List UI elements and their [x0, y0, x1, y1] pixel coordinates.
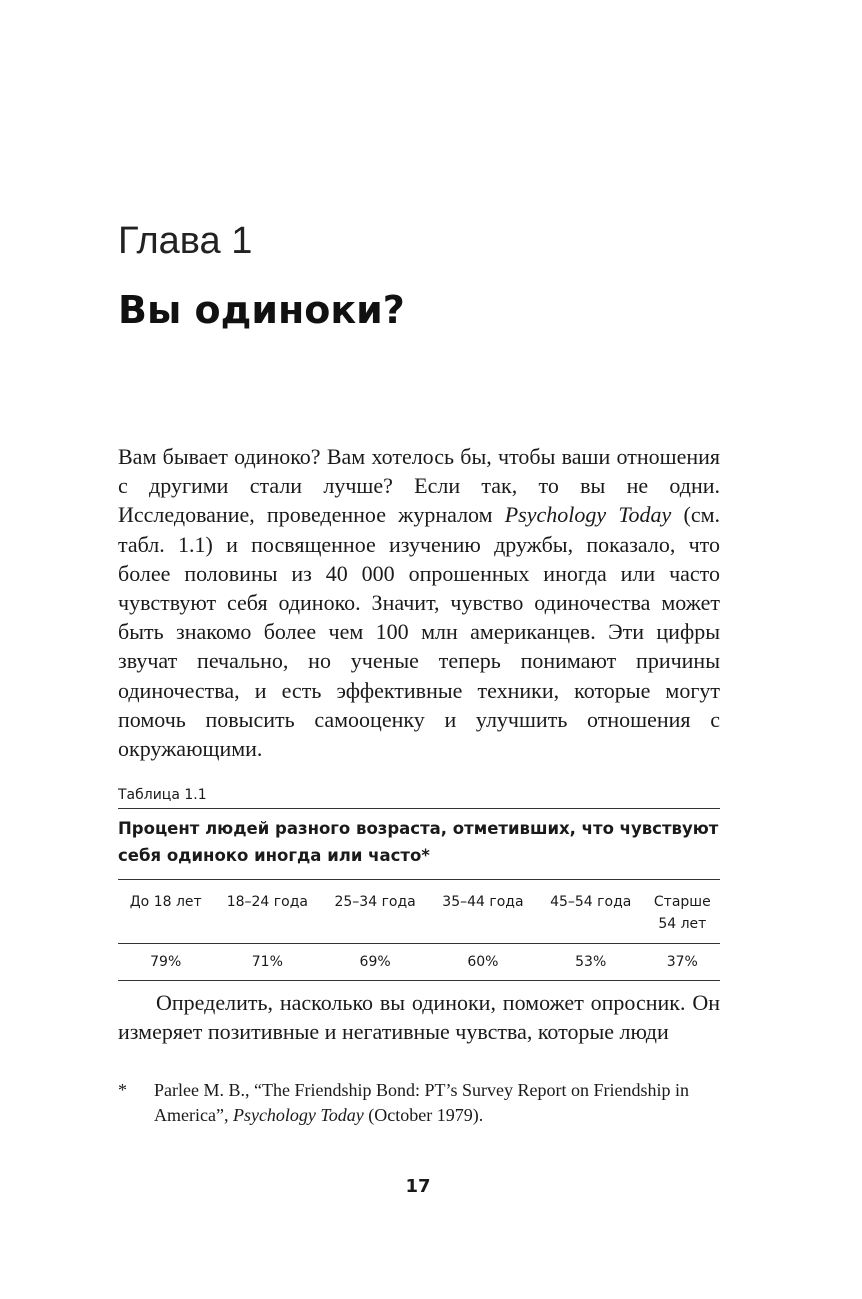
intro-paragraph: [118, 442, 720, 763]
intro-text-start: Вам бывает одиноко? Вам хотелось бы, чтобы ваши отношения с другими стали лучше? Если так, то вы не одни. Исследование, проведенное журналом: [118, 444, 720, 528]
footnote-text-start: Parlee M. B., “The Friendship Bond: PT’s Survey Report on Friendship in America”,: [154, 1080, 689, 1125]
table-cell: 79%: [118, 944, 213, 981]
chapter-label: Глава 1: [118, 220, 253, 262]
column-header: [321, 880, 429, 944]
journal-name: Psychology Today: [504, 502, 672, 528]
column-header: [118, 880, 213, 944]
column-header-line1: Старше: [653, 894, 711, 910]
footnote-mark: *: [118, 1080, 127, 1100]
table-cell: 53%: [537, 944, 645, 981]
chapter-title: Вы одиноки?: [118, 288, 405, 332]
intro-text-end: (см. табл. 1.1) и посвященное изучению дружбы, показало, что более половины из 40 000 опрошенных иногда или часто чувствуют себя одиноко. Значит, чувство одиночества может быть знакомо более чем 100 млн американцев. Эти цифры звучат печально, но ученые теперь понимают причины одиночества, и есть эффективные техники, которые могут помочь повысить самооценку и улучшить отношения с окружающими.: [118, 502, 721, 762]
loneliness-table: [118, 879, 720, 981]
second-paragraph: Определить, насколько вы одиноки, поможет опросник. Он измеряет позитивные и негативные чувства, которые люди: [118, 990, 720, 1045]
footnote-journal-name: Psychology Today: [232, 1105, 364, 1125]
table-cell: 60%: [429, 944, 537, 981]
footnote: [118, 1078, 720, 1128]
column-header-line2: 54 лет: [658, 916, 707, 932]
column-header: [429, 880, 537, 944]
footnote-text-end: (October 1979).: [363, 1105, 484, 1125]
footnote-text: [154, 1078, 720, 1128]
column-header-line1: 18–24 года: [226, 894, 308, 910]
column-header: [537, 880, 645, 944]
table-caption: Таблица 1.1: [118, 787, 207, 803]
page-number: 17: [405, 1176, 431, 1197]
table-cell: 37%: [645, 944, 720, 981]
column-header-line1: 35–44 года: [442, 894, 524, 910]
column-header-line1: 45–54 года: [550, 894, 632, 910]
table-title: Процент людей разного возраста, отметивших, что чувствуют себя одиноко иногда или часто*: [118, 819, 719, 865]
column-header: [645, 880, 720, 944]
column-header-line1: До 18 лет: [129, 894, 202, 910]
table-cell: 71%: [213, 944, 321, 981]
loneliness-table-block: [118, 808, 720, 981]
column-header: [213, 880, 321, 944]
table-header-row: [118, 880, 720, 944]
table-row: [118, 944, 720, 981]
table-cell: 69%: [321, 944, 429, 981]
column-header-line1: 25–34 года: [334, 894, 416, 910]
